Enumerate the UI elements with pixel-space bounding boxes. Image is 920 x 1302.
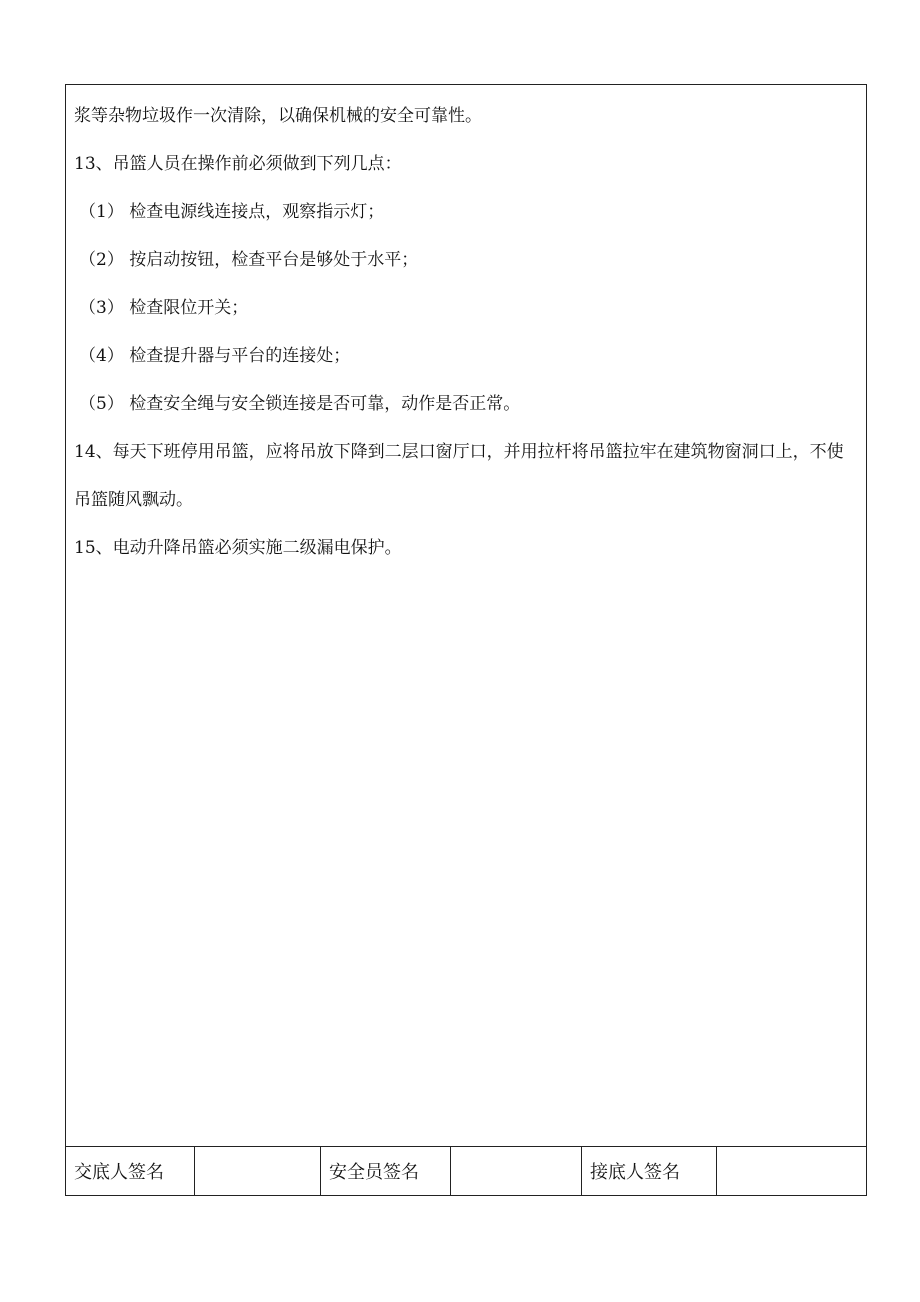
paragraph-item-15: 15、电动升降吊篮必须实施二级漏电保护。: [74, 538, 402, 558]
discloser-label: 交底人签名: [66, 1147, 195, 1195]
content-cell: [66, 85, 866, 1146]
receiver-label: 接底人签名: [582, 1147, 717, 1195]
receiver-signature-field[interactable]: [717, 1147, 866, 1195]
sub-item-5: （5） 检查安全绳与安全锁连接是否可靠，动作是否正常。: [79, 394, 521, 414]
paragraph-item-14: 14、每天下班停用吊篮，应将吊放下降到二层口窗厅口，并用拉杆将吊篮拉牢在建筑物窗洞口上，不使吊篮随风飘动。: [74, 442, 844, 510]
paragraph-continuation: 浆等杂物垃圾作一次清除，以确保机械的安全可靠性。: [74, 106, 482, 126]
safety-officer-signature-field[interactable]: [451, 1147, 582, 1195]
signature-row: [66, 1146, 866, 1195]
sub-item-2: （2） 按启动按钮，检查平台是够处于水平；: [79, 250, 419, 270]
disclosure-table: [65, 84, 867, 1196]
safety-officer-label: 安全员签名: [321, 1147, 451, 1195]
sub-item-4: （4） 检查提升器与平台的连接处；: [79, 346, 351, 366]
sub-item-3: （3） 检查限位开关；: [79, 298, 249, 318]
paragraph-item-13: 13、吊篮人员在操作前必须做到下列几点：: [74, 154, 402, 174]
discloser-signature-field[interactable]: [195, 1147, 321, 1195]
sub-item-1: （1） 检查电源线连接点，观察指示灯；: [79, 202, 385, 222]
